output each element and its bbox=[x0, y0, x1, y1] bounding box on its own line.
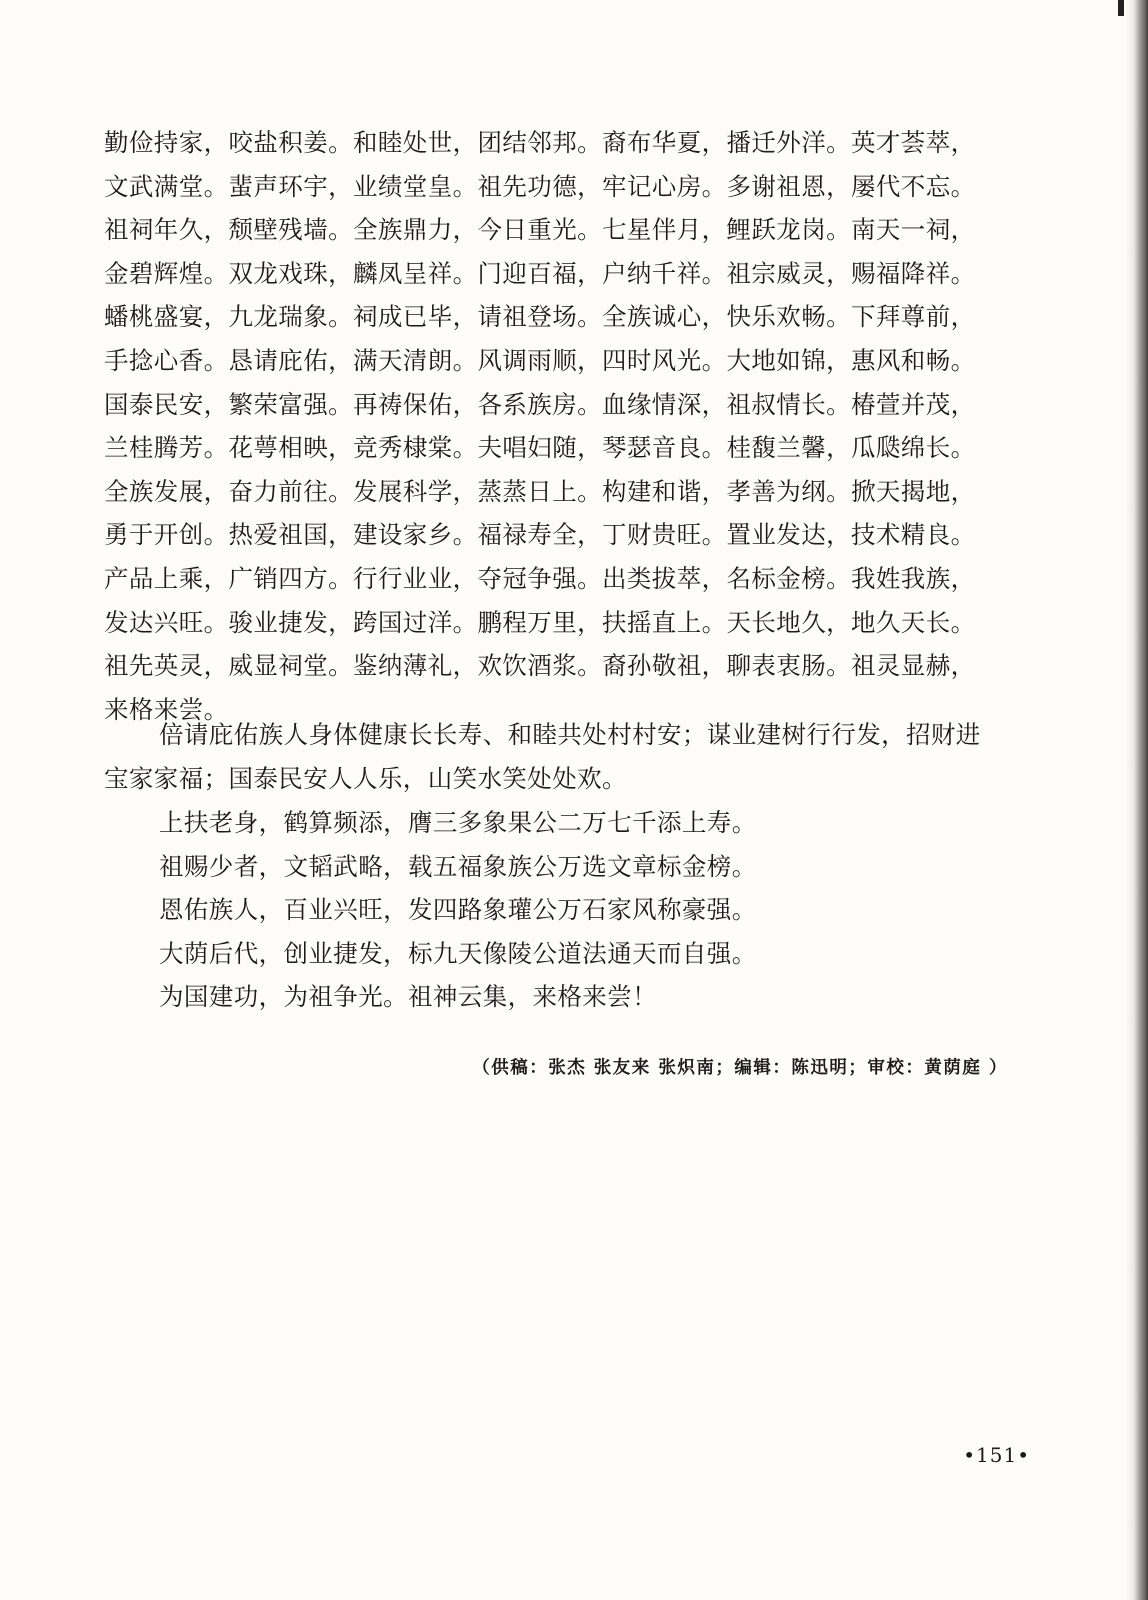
couplet-line: 大荫后代，创业捷发，标九天像陵公道法通天而自强。 bbox=[159, 938, 757, 968]
verse-line: 兰桂腾芳。花萼相映，竞秀棣棠。夫唱妇随，琴瑟音良。桂馥兰馨，瓜瓞绵长。 bbox=[104, 433, 976, 463]
page-number: •151• bbox=[963, 1443, 1030, 1467]
verse-line: 手捻心香。恳请庇佑，满天清朗。风调雨顺，四时风光。大地如锦，惠风和畅。 bbox=[104, 345, 976, 375]
verse-line: 国泰民安，繁荣富强。再祷保佑，各系族房。血缘情深，祖叔情长。椿萱并茂， bbox=[104, 389, 976, 419]
blessing-line: 宝家家福；国泰民安人人乐，山笑水笑处处欢。 bbox=[104, 763, 627, 793]
verse-line: 蟠桃盛宴，九龙瑞象。祠成已毕，请祖登场。全族诚心，快乐欢畅。下拜尊前， bbox=[104, 302, 976, 332]
couplet-line: 祖赐少者，文韬武略，载五福象族公万选文章标金榜。 bbox=[159, 851, 757, 881]
verse-line: 勇于开创。热爱祖国，建设家乡。福禄寿全，丁财贵旺。置业发达，技术精良。 bbox=[104, 520, 976, 550]
verse-line: 勤俭持家，咬盐积姜。和睦处世，团结邻邦。裔布华夏，播迁外洋。英才荟萃， bbox=[104, 128, 976, 157]
verse-line: 发达兴旺。骏业捷发，跨国过洋。鹏程万里，扶摇直上。天长地久，地久天长。 bbox=[104, 607, 976, 637]
verse-line: 祖祠年久，颓壁残墙。全族鼎力，今日重光。七星伴月，鲤跃龙岗。南天一祠， bbox=[104, 215, 976, 245]
page-edge-shadow bbox=[1126, 0, 1148, 1600]
verse-line: 产品上乘，广销四方。行行业业，夺冠争强。出类拔萃，名标金榜。我姓我族， bbox=[104, 563, 976, 593]
verse-line: 全族发展，奋力前往。发展科学，蒸蒸日上。构建和谐，孝善为纲。掀天揭地， bbox=[104, 476, 976, 506]
couplet-line: 恩佑族人，百业兴旺，发四路象瓘公万石家风称豪强。 bbox=[159, 895, 757, 925]
couplet-line: 为国建功，为祖争光。祖神云集，来格来尝！ bbox=[159, 982, 657, 1012]
verse-body bbox=[104, 121, 1034, 731]
couplet-list bbox=[159, 801, 757, 1019]
blessing-line: 倍请庇佑族人身体健康长长寿、和睦共处村村安；谋业建树行行发，招财进 bbox=[159, 720, 981, 749]
credits-line: （供稿：张杰 张友来 张炽南；编辑：陈迅明；审校：黄荫庭 ） bbox=[472, 1058, 1008, 1078]
couplet-line: 上扶老身，鹤算频添，膺三多象果公二万七千添上寿。 bbox=[159, 808, 757, 837]
verse-line: 文武满堂。蜚声环宇，业绩堂皇。祖先功德，牢记心房。多谢祖恩，屡代不忘。 bbox=[104, 171, 976, 201]
blessing-paragraph bbox=[104, 713, 1034, 800]
verse-line: 祖先英灵，威显祠堂。鉴纳薄礼，欢饮酒浆。裔孙敬祖，聊表衷肠。祖灵显赫， bbox=[104, 651, 976, 681]
page-edge-mark bbox=[1118, 0, 1124, 16]
verse-line: 金碧辉煌。双龙戏珠，麟凤呈祥。门迎百福，户纳千祥。祖宗威灵，赐福降祥。 bbox=[104, 258, 976, 288]
verse-line: 来格来尝。 bbox=[104, 694, 229, 724]
